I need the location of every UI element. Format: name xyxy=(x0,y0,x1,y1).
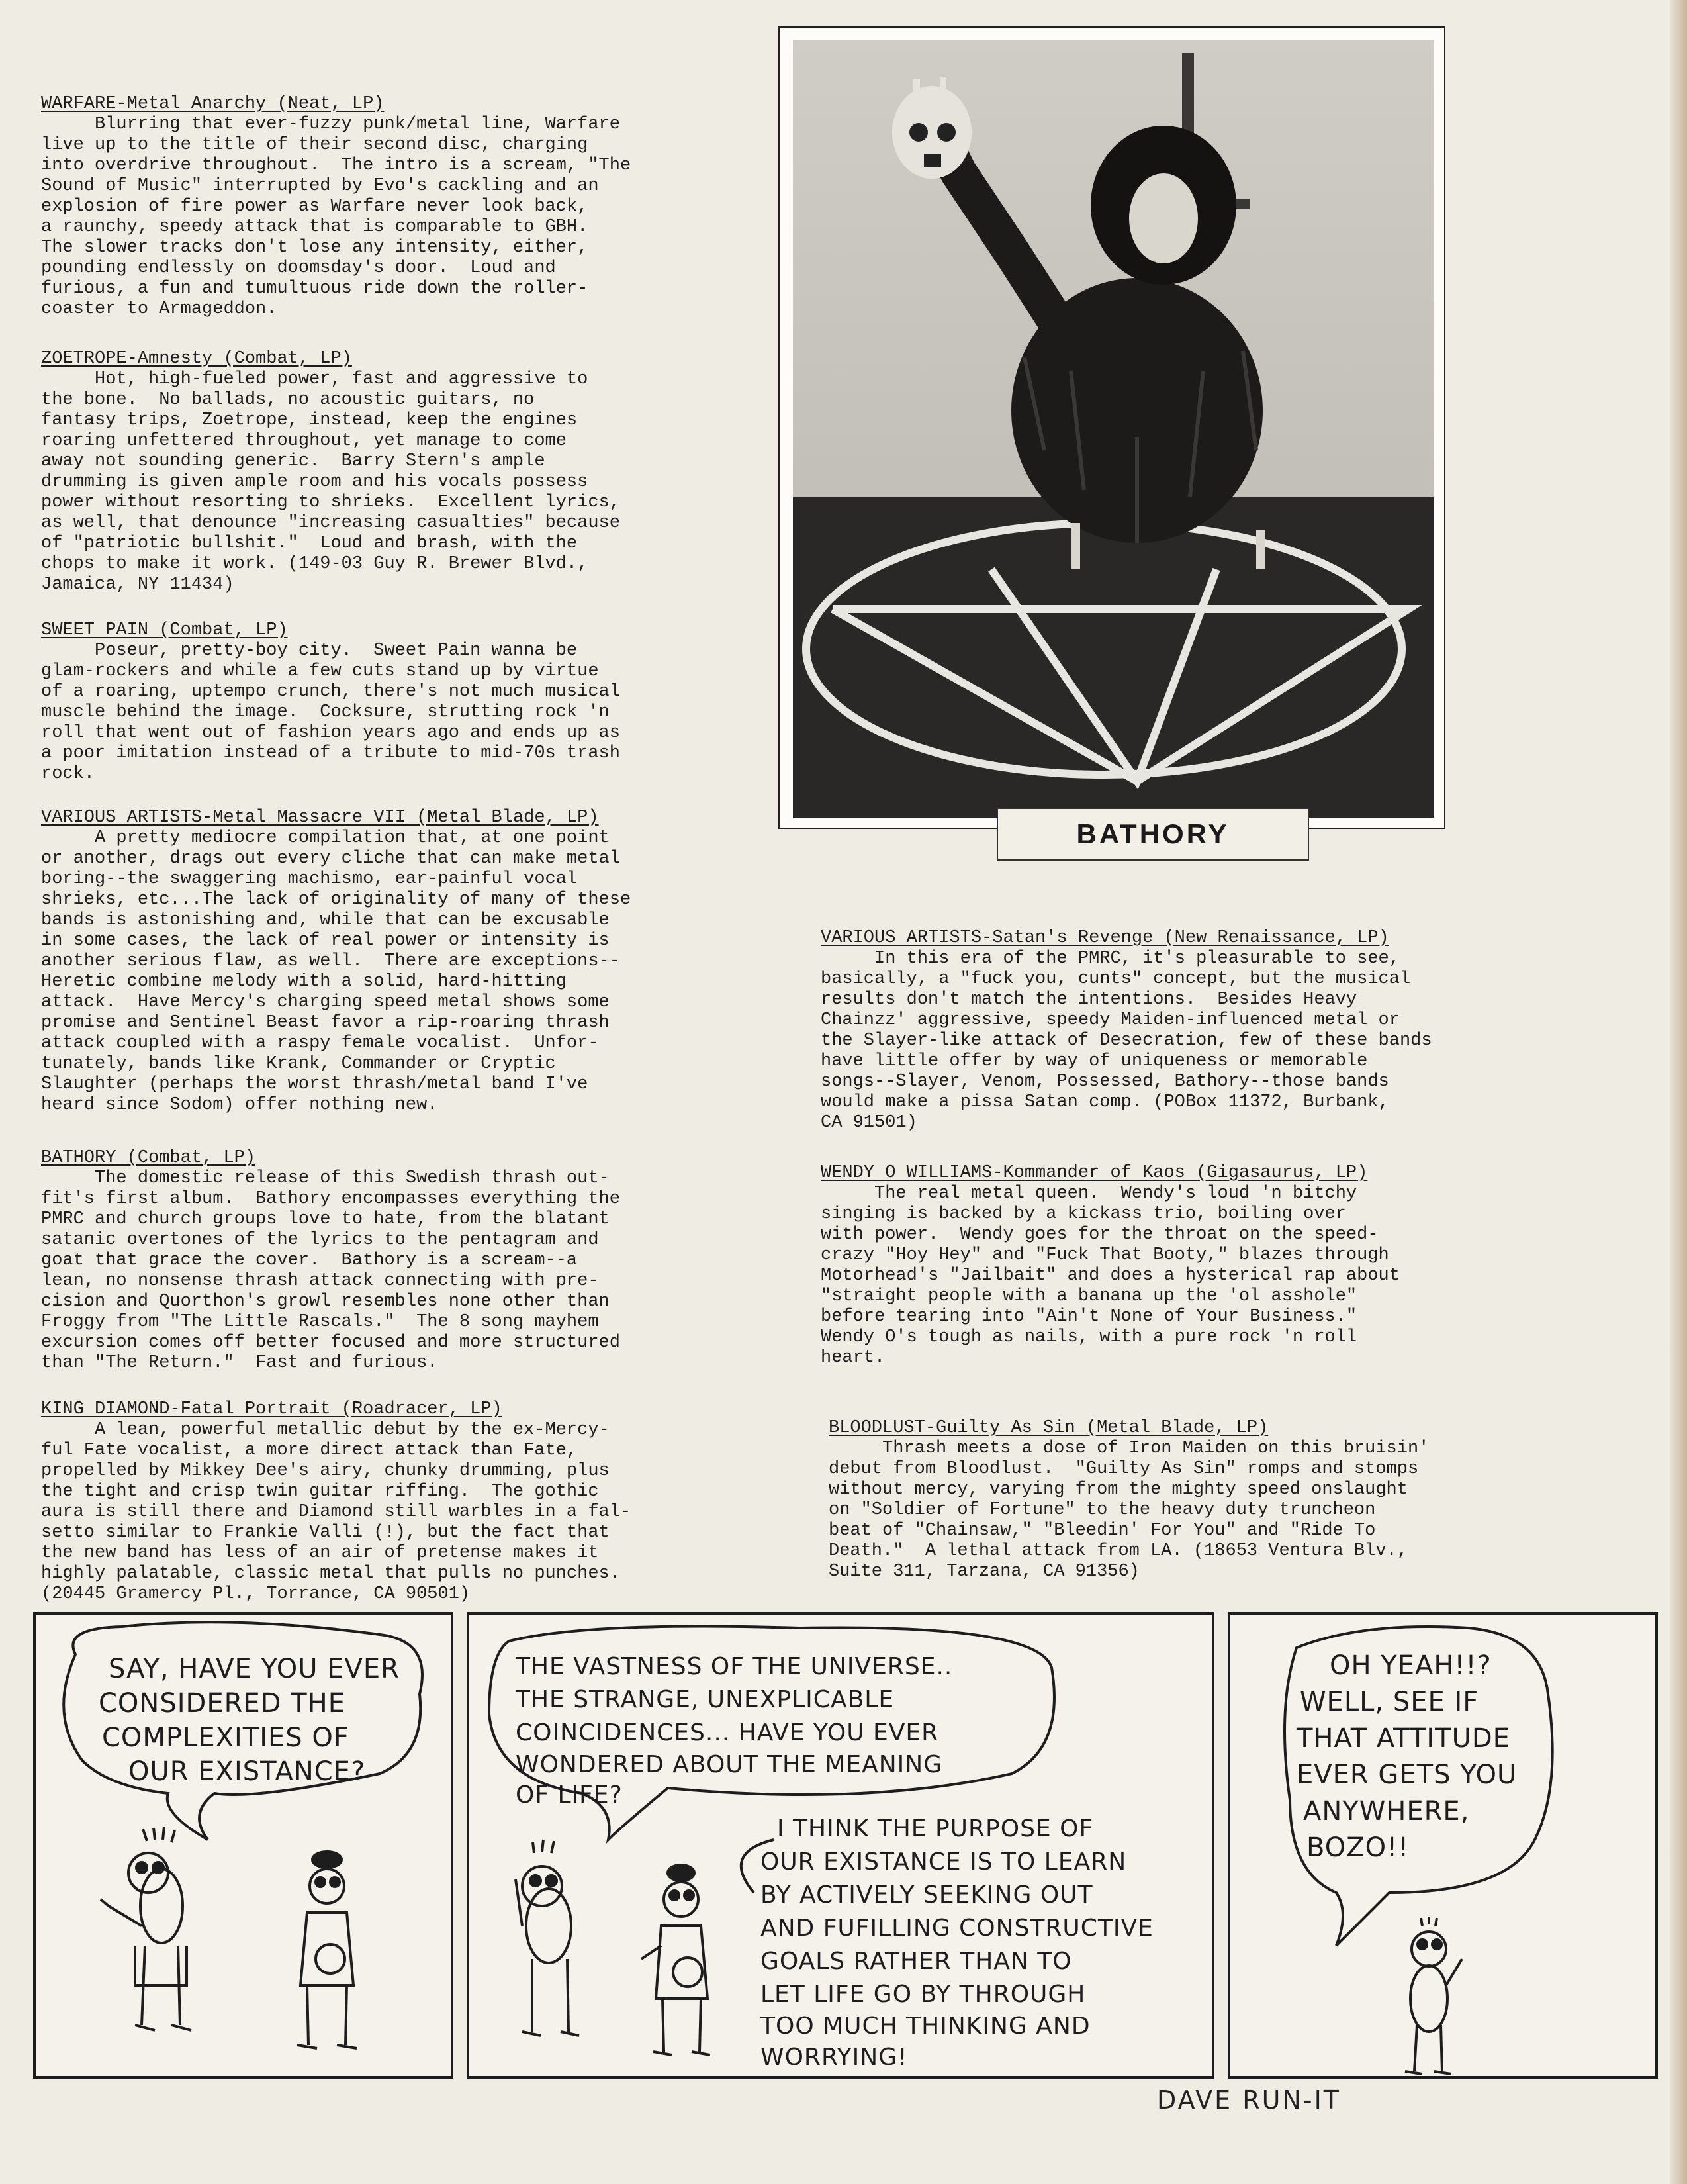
review-heading: BLOODLUST-Guilty As Sin (Metal Blade, LP) xyxy=(829,1418,1269,1438)
bubble-line: ANYWHERE, xyxy=(1303,1796,1470,1827)
review-satans-revenge xyxy=(821,887,1432,1154)
review-body: In this era of the PMRC, it's pleasurable to see, basically, a "fuck you, cunts" concept, but the musical results don't match the intentions. Besides Heavy Chainzz' aggressive, speedy Maiden-influenced metal or the Slayer-like attack of Desecration, few of these bands have little offer by way of uniqueness or memorable songs--Slayer, Venom, Possessed, Bathory--those bands would make a pissa Satan comp. (POBox 11372, Burbank, CA 91501) xyxy=(821,949,1432,1133)
photo-caption xyxy=(997,808,1309,861)
review-heading: VARIOUS ARTISTS-Metal Massacre VII (Metal Blade, LP) xyxy=(41,808,599,828)
bubble-line: AND FUFILLING CONSTRUCTIVE xyxy=(760,1915,1154,1942)
bubble-line: COINCIDENCES... HAVE YOU EVER xyxy=(516,1719,939,1746)
review-warfare xyxy=(41,53,631,340)
character-left xyxy=(101,1827,191,2030)
review-bathory xyxy=(41,1107,620,1394)
bubble-line: SAY, HAVE YOU EVER xyxy=(109,1654,400,1684)
bubble-line: WELL, SEE IF xyxy=(1300,1687,1479,1717)
review-wendy-o xyxy=(821,1122,1400,1389)
review-body: Hot, high-fueled power, fast and aggressive to the bone. No ballads, no acoustic guitars, no fantasy trips, Zoetrope, instead, keep the engines roaring unfettered throughout, yet manage to come away not sounding generic. Barry Stern's ample drumming is given ample room and his vocals possess power without resorting to shrieks. Excellent lyrics, as well, that denounce "increasing casualties" because of "patriotic bullshit." Loud and brash, with the chops to make it work. (149-03 Guy R. Brewer Blvd., Jamaica, NY 11434) xyxy=(41,369,620,594)
bubble-line: BOZO!! xyxy=(1306,1832,1410,1863)
photo-caption-text: BATHORY xyxy=(1076,818,1230,849)
comic-panel-2 xyxy=(467,1612,1214,2079)
review-heading: SWEET PAIN (Combat, LP) xyxy=(41,620,288,640)
bubble-line: OH YEAH!!? xyxy=(1330,1650,1492,1681)
character-right xyxy=(297,1852,357,2048)
review-body: Blurring that ever-fuzzy punk/metal line, Warfare live up to the title of their second disc, charging into overdrive throughout. The intro is a scream, "The Sound of Music" interrupted by Evo's cackling and an explosion of fire power as Warfare never look back, a raunchy, speedy attack that is comparable to GBH. The slower tracks don't lose any intensity, either, pounding endlessly on doomsday's door. Loud and furious, a fun and tumultuous ride down the roller- coaster to Armageddon. xyxy=(41,115,631,319)
review-bloodlust xyxy=(829,1377,1429,1603)
comic-panel-3 xyxy=(1228,1612,1658,2079)
review-body: A lean, powerful metallic debut by the ex-Mercy- ful Fate vocalist, a more direct attack than Fate, propelled by Mikkey Dee's airy, chunky drumming, plus the tight and crisp twin guitar riffing. The gothic aura is still there and Diamond still warbles in a fal- setto similar to Frankie Valli (!), but the fact that the new band has less of an air of pretense makes it highly palatable, classic metal that pulls no punches. (20445 Gramercy Pl., Torrance, CA 90501) xyxy=(41,1420,631,1604)
review-body: Thrash meets a dose of Iron Maiden on this bruisin' debut from Bloodlust. "Guilty As Sin" romps and stomps without mercy, varying from the mighty speed onslaught on "Soldier of Fortune" to the heavy duty truncheon beat of "Chainsaw," "Bleedin' For You" and "Ride To Death." A lethal attack from LA. (18653 Ventura Blv., Suite 311, Tarzana, CA 91356) xyxy=(829,1439,1430,1582)
review-zoetrope xyxy=(41,308,620,616)
bubble-line: COMPLEXITIES OF xyxy=(102,1723,349,1753)
bathory-photo xyxy=(778,26,1445,829)
review-king-diamond xyxy=(41,1358,631,1625)
bubble-line: EVER GETS YOU xyxy=(1297,1760,1518,1790)
bubble-line: OUR EXISTANCE? xyxy=(128,1756,366,1787)
artist-signature: DAVE RUN-IT xyxy=(1157,2085,1342,2114)
bathory-photo-illustration xyxy=(793,40,1434,818)
review-heading: WARFARE-Metal Anarchy (Neat, LP) xyxy=(41,94,385,114)
bubble-line: OUR EXISTANCE IS TO LEARN xyxy=(760,1848,1127,1875)
page-edge xyxy=(1670,0,1687,2184)
bubble-line: WONDERED ABOUT THE MEANING xyxy=(516,1751,943,1778)
character-left xyxy=(516,1840,579,2036)
bubble-line: WORRYING! xyxy=(760,2044,908,2071)
bubble-line: TOO MUCH THINKING AND xyxy=(760,2013,1091,2040)
review-heading: ZOETROPE-Amnesty (Combat, LP) xyxy=(41,349,352,369)
bubble-line: LET LIFE GO BY THROUGH xyxy=(760,1981,1086,2008)
bubble-line: BY ACTIVELY SEEKING OUT xyxy=(760,1881,1093,1909)
review-metal-massacre xyxy=(41,767,631,1136)
character-bozo xyxy=(1405,1917,1462,2074)
comic-panel-1 xyxy=(33,1612,453,2079)
bubble-line: THAT ATTITUDE xyxy=(1297,1723,1510,1754)
bubble-line: OF LIFE? xyxy=(516,1781,623,1809)
review-body: The domestic release of this Swedish thrash out- fit's first album. Bathory encompasses everything the PMRC and church groups love to hate, from the blatant satanic overtones of the lyrics to the pentagram and goat that grace the cover. Bathory is a scream--a lean, no nonsense thrash attack connecting with pre- cision and Quorthon's growl resembles none other than Froggy from "The Little Rascals." The 8 song mayhem excursion comes off better focused and more structured than "The Return." Fast and furious. xyxy=(41,1168,620,1373)
review-body: A pretty mediocre compilation that, at one point or another, drags out every cliche that can make metal boring--the swaggering machismo, ear-painful vocal shrieks, etc...The lack of originality of many of these bands is astonishing and, while that can be excusable in some cases, the lack of real power or intensity is another serious flaw, as well. There are exceptions-- Heretic combine melody with a solid, hard-hitting attack. Have Mercy's charging speed metal shows some promise and Sentinel Beast favor a rip-roaring thrash attack coupled with a raspy female vocalist. Unfor- tunately, bands like Krank, Commander or Cryptic Slaughter (perhaps the worst thrash/metal band I've heard since Sodom) offer nothing new. xyxy=(41,828,631,1115)
character-right xyxy=(641,1865,710,2055)
review-heading: BATHORY (Combat, LP) xyxy=(41,1148,256,1168)
bubble-line: THE VASTNESS OF THE UNIVERSE.. xyxy=(516,1653,953,1680)
bubble-line: THE STRANGE, UNEXPLICABLE xyxy=(516,1686,895,1713)
review-body: Poseur, pretty-boy city. Sweet Pain wanna be glam-rockers and while a few cuts stand up by virtue of a roaring, uptempo crunch, there's not much musical muscle behind the image. Cocksure, strutting rock 'n roll that went out of fashion years ago and ends up as a poor imitation instead of a tribute to mid-70s trash rock. xyxy=(41,641,620,784)
review-heading: KING DIAMOND-Fatal Portrait (Roadracer, LP) xyxy=(41,1400,502,1419)
bubble-line: GOALS RATHER THAN TO xyxy=(760,1948,1072,1975)
review-heading: WENDY O WILLIAMS-Kommander of Kaos (Gigasaurus, LP) xyxy=(821,1163,1368,1183)
review-heading: VARIOUS ARTISTS-Satan's Revenge (New Renaissance, LP) xyxy=(821,928,1389,948)
review-body: The real metal queen. Wendy's loud 'n bitchy singing is backed by a kickass trio, boiling over with power. Wendy goes for the throat on the speed- crazy "Hoy Hey" and "Fuck That Booty," blazes through Motorhead's "Jailbait" and does a hysterical rap about "straight people with a banana up the 'ol asshole" before tearing into "Ain't None of Your Business." Wendy O's tough as nails, with a pure rock 'n roll heart. xyxy=(821,1184,1400,1368)
bubble-line: CONSIDERED THE xyxy=(99,1688,345,1719)
bubble-line: I THINK THE PURPOSE OF xyxy=(777,1815,1094,1842)
